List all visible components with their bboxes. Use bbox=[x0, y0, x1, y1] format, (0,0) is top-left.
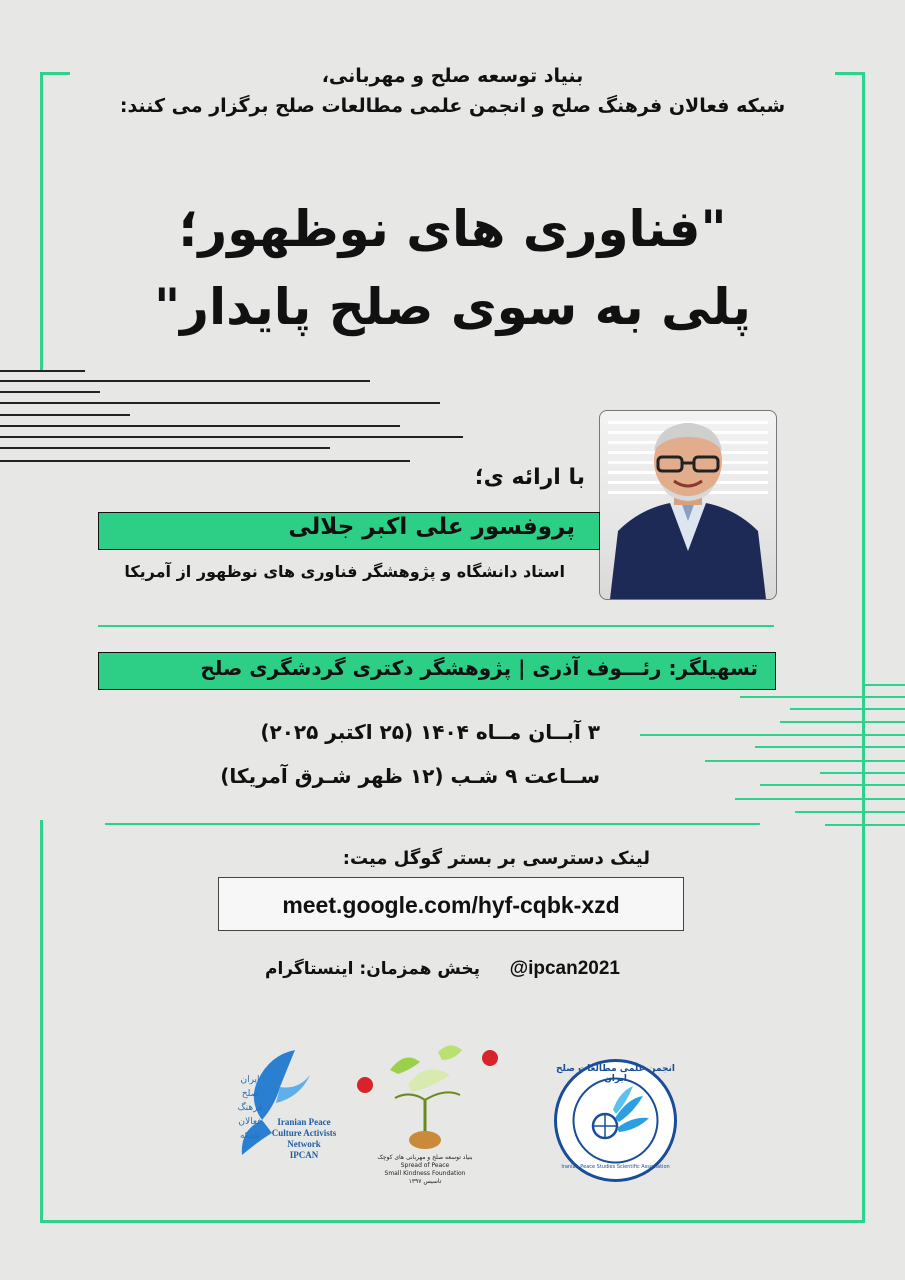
live-stream-line bbox=[250, 958, 620, 980]
decorative-green-lines bbox=[625, 684, 905, 834]
frame-bottom-border bbox=[40, 1220, 865, 1223]
organizers-header bbox=[70, 58, 835, 126]
speaker-photo bbox=[599, 410, 777, 600]
decorative-black-lines bbox=[0, 370, 470, 480]
event-title-line-1: "فناوری های نوظهور؛ bbox=[178, 200, 727, 258]
peace-studies-association-logo bbox=[553, 1058, 678, 1183]
speaker-name: پروفسور علی اکبر جلالی bbox=[288, 514, 575, 540]
kindness-logo-text: بنیاد توسعه صلح و مهربانی های کوچک Spread of Peace Small Kindness Foundation تاسیس ۱۳۹۷ bbox=[377, 1154, 473, 1185]
meeting-link-label: لینک دسترسی بر بستر گوگل میت: bbox=[342, 848, 650, 869]
frame-right-border bbox=[862, 72, 865, 1222]
ipcan-logo-farsi: ایران صلح فرهنگ فعالان شبکه bbox=[237, 1075, 263, 1141]
frame-left-border-lower bbox=[40, 820, 43, 1222]
live-stream-label: پخش همزمان: اینستاگرام bbox=[264, 959, 480, 979]
event-date: ۳ آبــان مــاه ۱۴۰۴ (۲۵ اکتبر ۲۰۲۵) bbox=[260, 720, 600, 744]
ipcan-logo-english: Iranian Peace Culture Activists Network IPCAN bbox=[271, 1117, 337, 1160]
instagram-handle[interactable]: @ipcan2021 bbox=[509, 958, 620, 979]
speaker-description: استاد دانشگاه و پژوهشگر فناوری های نوظهور از آمریکا bbox=[124, 562, 565, 581]
frame-left-border-upper bbox=[40, 72, 43, 372]
facilitator-text: تسهیلگر: رئـــوف آذری | پژوهشگر دکتری گردشگری صلح bbox=[200, 656, 758, 680]
event-title bbox=[80, 190, 825, 346]
association-name-english: Iranian Peace Studies Scientific Association bbox=[561, 1164, 670, 1170]
organizers-line-1: بنیاد توسعه صلح و مهربانی، bbox=[321, 65, 584, 87]
organizers-line-2: شبکه فعالان فرهنگ صلح و انجمن علمی مطالعات صلح برگزار می کنند: bbox=[119, 95, 786, 117]
presented-by-label: با ارائه ی؛ bbox=[474, 465, 585, 490]
event-title-line-2: پلی به سوی صلح پایدار" bbox=[154, 278, 751, 336]
association-name-farsi: انجمن علمی مطالعات صلح ایران bbox=[556, 1064, 675, 1084]
ipcan-logo bbox=[200, 1045, 350, 1180]
event-time: ســاعت ۹ شـب (۱۲ ظهر شـرق آمریکا) bbox=[220, 764, 600, 788]
olive-branch-icon bbox=[350, 1040, 500, 1150]
section-divider-1 bbox=[98, 625, 774, 627]
kindness-foundation-logo bbox=[350, 1040, 500, 1185]
speaker-portrait-figure bbox=[600, 411, 776, 599]
meeting-link[interactable]: meet.google.com/hyf-cqbk-xzd bbox=[282, 892, 620, 918]
section-divider-2 bbox=[105, 823, 760, 825]
